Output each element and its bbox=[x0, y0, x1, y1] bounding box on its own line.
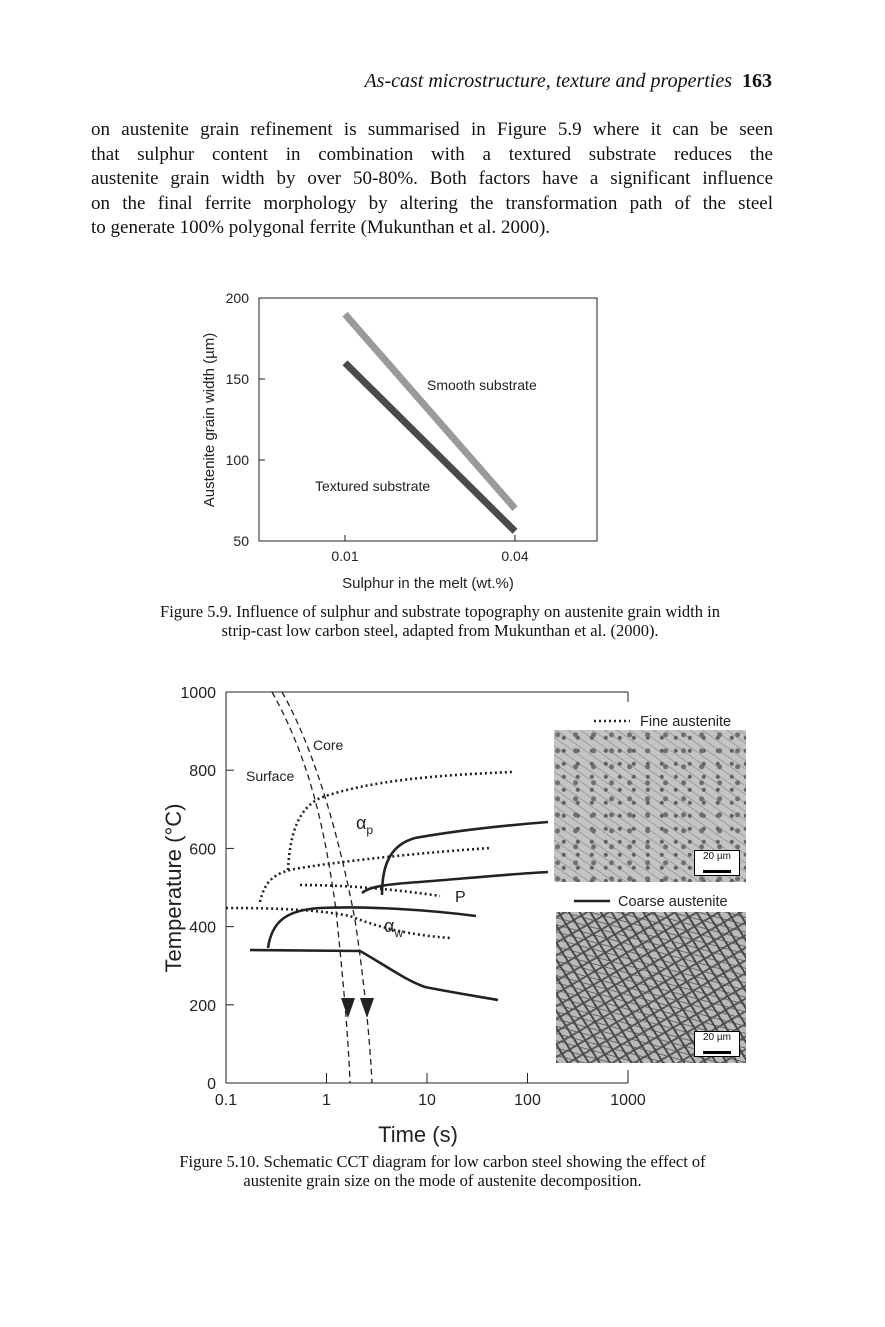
y-tick-label: 800 bbox=[189, 763, 216, 781]
legend-coarse-label: Coarse austenite bbox=[618, 894, 728, 910]
x-tick-label: 0.1 bbox=[214, 1092, 238, 1109]
running-header bbox=[0, 70, 772, 93]
caption-line: strip-cast low carbon steel, adapted from Mukunthan et al. (2000). bbox=[221, 621, 659, 640]
caption-line: Figure 5.10. Schematic CCT diagram for low carbon steel showing the effect of bbox=[179, 1152, 706, 1171]
y-tick-label: 200 bbox=[189, 997, 216, 1015]
plot-frame bbox=[259, 298, 597, 541]
caption-line: Figure 5.9. Influence of sulphur and substrate topography on austenite grain width in bbox=[160, 602, 720, 621]
scale-bar-line bbox=[703, 870, 731, 873]
coarse-widmanstatten-curve bbox=[268, 907, 476, 948]
core-arrow-icon bbox=[341, 998, 355, 1018]
header-title: As-cast microstructure, texture and properties bbox=[364, 70, 732, 92]
scale-bar bbox=[694, 850, 740, 876]
y-tick-label: 100 bbox=[225, 452, 249, 468]
body-paragraph bbox=[91, 118, 773, 241]
alpha-p-subscript: p bbox=[366, 823, 374, 837]
y-axis-label: Temperature (°C) bbox=[161, 803, 186, 973]
figure-5-10-caption bbox=[110, 1152, 775, 1190]
coarse-bainite-curve bbox=[250, 950, 498, 1000]
x-tick-label: 1000 bbox=[610, 1092, 646, 1109]
x-tick-label: 10 bbox=[418, 1092, 436, 1109]
scale-bar bbox=[694, 1031, 740, 1057]
scale-bar-line bbox=[703, 1051, 731, 1054]
x-tick-label: 0.01 bbox=[331, 548, 359, 564]
surface-arrow-icon bbox=[360, 998, 374, 1018]
figure-5-9-caption bbox=[95, 602, 785, 640]
alpha-w-subscript: w bbox=[394, 926, 404, 940]
y-tick-label: 600 bbox=[189, 841, 216, 859]
paragraph-line: to generate 100% polygonal ferrite (Mukunthan et al. 2000). bbox=[91, 217, 551, 238]
y-tick-label: 1000 bbox=[180, 685, 216, 702]
series-label-textured: Textured substrate bbox=[315, 478, 431, 494]
paragraph-line: on the final ferrite morphology by altering the transformation path of the steel bbox=[91, 192, 773, 214]
caption-line: austenite grain size on the mode of austenite decomposition. bbox=[243, 1171, 642, 1190]
region-label-alpha-w: $\alpha_w$ bbox=[384, 916, 404, 940]
x-tick-label: 100 bbox=[514, 1092, 541, 1109]
core-label: Core bbox=[313, 737, 344, 753]
paragraph-line: on austenite grain refinement is summarised in Figure 5.9 where it can be seen bbox=[91, 119, 773, 140]
y-axis-label: Austenite grain width (µm) bbox=[201, 332, 218, 508]
page-number: 163 bbox=[742, 70, 772, 92]
y-tick-label: 50 bbox=[233, 533, 249, 549]
x-axis-label: Sulphur in the melt (wt.%) bbox=[342, 575, 514, 592]
legend-fine-label: Fine austenite bbox=[640, 714, 732, 730]
figure-5-9-chart bbox=[150, 280, 650, 600]
fine-mid-curve bbox=[300, 885, 440, 896]
x-tick-label: 1 bbox=[322, 1092, 331, 1109]
region-label-pearlite: P bbox=[455, 889, 466, 906]
scale-bar-label: 20 µm bbox=[703, 851, 731, 862]
x-tick-label: 0.04 bbox=[501, 548, 529, 564]
series-label-smooth: Smooth substrate bbox=[427, 377, 537, 393]
scale-bar-label: 20 µm bbox=[703, 1032, 731, 1043]
y-tick-label: 400 bbox=[189, 919, 216, 937]
coarse-austenite-micrograph bbox=[556, 912, 746, 1063]
y-tick-label: 200 bbox=[225, 290, 249, 306]
paragraph-line: austenite grain width by over 50-80%. Both factors have a significant influence bbox=[91, 168, 773, 189]
region-label-alpha-p: $\alpha_p$ bbox=[356, 813, 374, 837]
x-axis-label: Time (s) bbox=[378, 1122, 458, 1147]
fine-austenite-micrograph bbox=[554, 730, 746, 882]
y-tick-label: 150 bbox=[225, 371, 249, 387]
y-tick-label: 0 bbox=[207, 1076, 216, 1093]
paragraph-line: that sulphur content in combination with a textured substrate reduces the bbox=[91, 143, 773, 165]
surface-label: Surface bbox=[246, 768, 295, 784]
